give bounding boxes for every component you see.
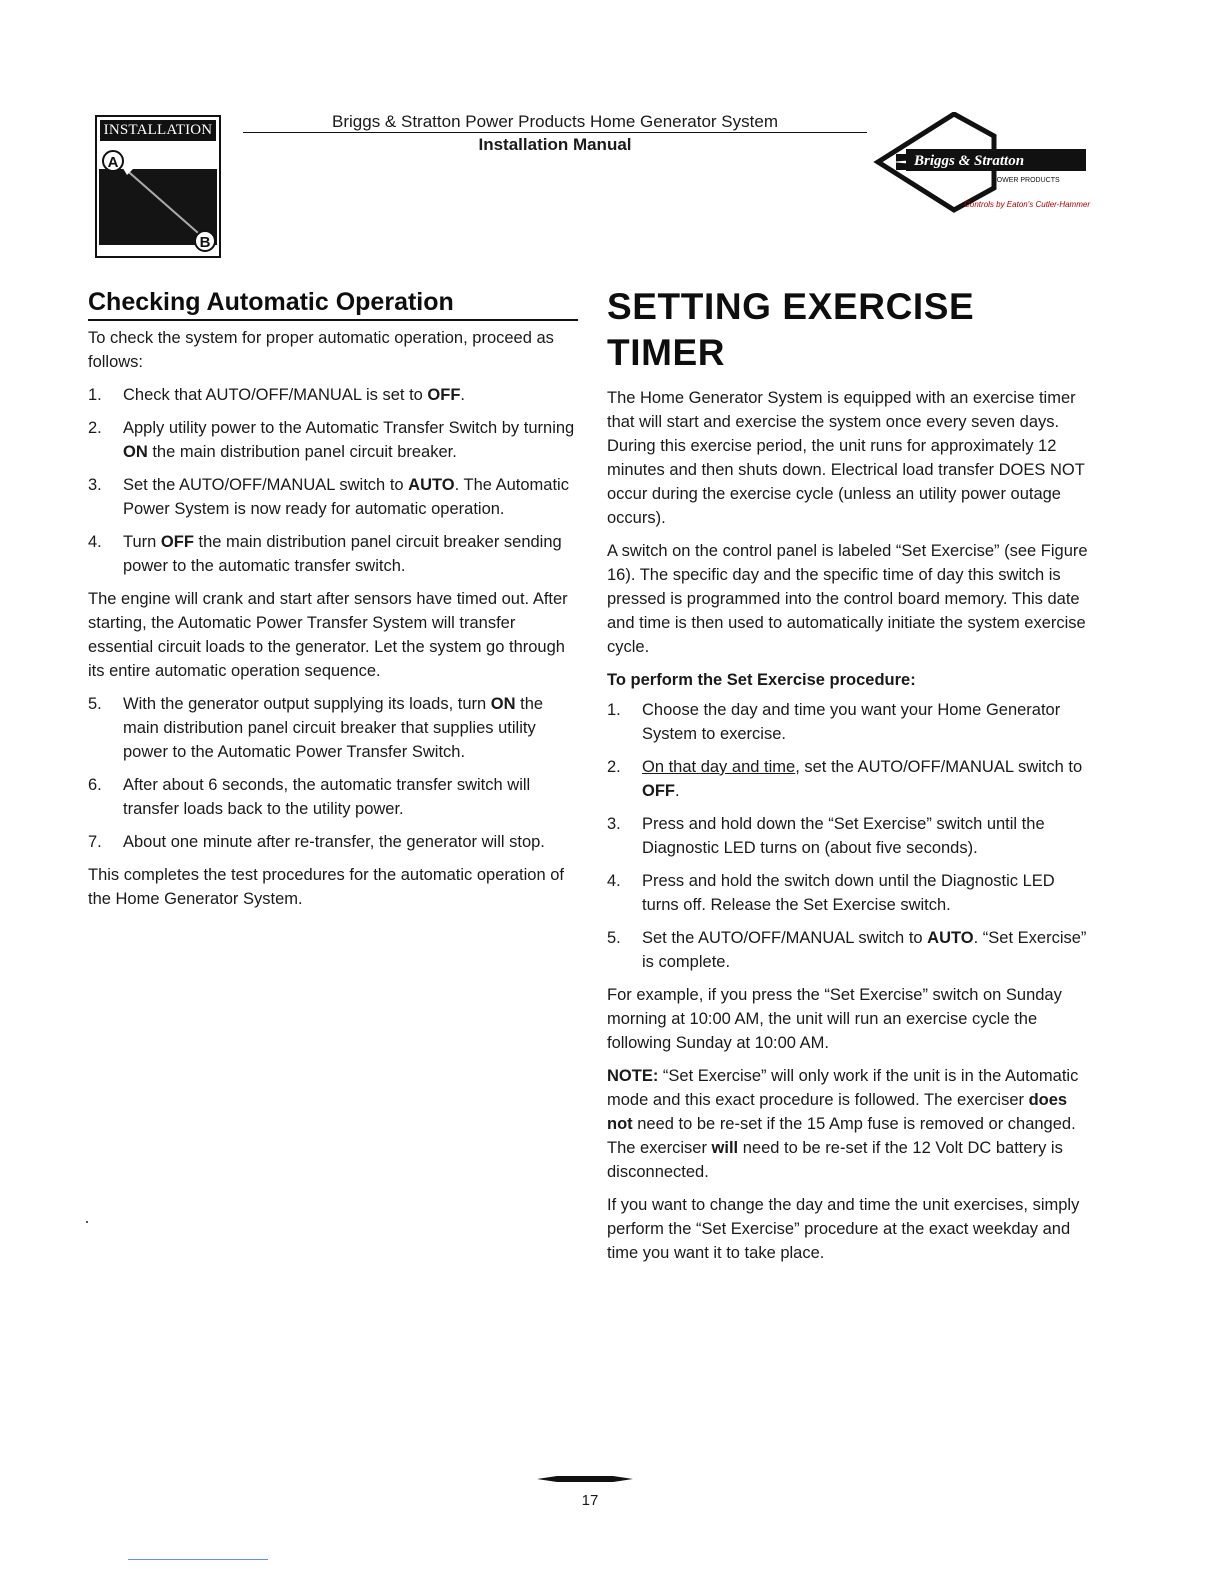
exercise-intro-paragraph: The Home Generator System is equipped with an exercise timer that will start and exercise the system once every seven days. During this exercise period, the unit runs for approximately 12 minutes and then shuts down. Electrical load transfer DOES NOT occur during the exercise cycle (unless an utility power outage occurs). — [607, 389, 1085, 527]
note-paragraph — [607, 1064, 1095, 1184]
list-item — [88, 773, 578, 821]
step-number: 5. — [607, 929, 621, 947]
list-item — [607, 926, 1095, 974]
step-text-end: . — [460, 386, 466, 404]
step-bold: ON — [490, 695, 516, 713]
step-text-end: . — [675, 782, 680, 800]
step-number: 2. — [607, 758, 621, 776]
document-title: Briggs & Stratton Power Products Home Generator System — [332, 112, 778, 131]
list-item — [88, 692, 578, 764]
step-text: After about 6 seconds, the automatic transfer switch will transfer loads back to the utility power. — [123, 776, 531, 818]
step-number: 3. — [88, 476, 102, 494]
logo-subtext: Controls by Eaton's Cutler-Hammer — [964, 200, 1090, 209]
page-number: 17 — [581, 1492, 599, 1509]
step-text-end: the main distribution panel circuit breaker sending power to the automatic transfer switch. — [123, 533, 562, 575]
note-bold: will — [711, 1139, 739, 1157]
installation-badge — [95, 115, 221, 258]
logo-tagline: POWER PRODUCTS — [992, 177, 1060, 184]
footer-rule — [128, 1559, 268, 1560]
switch-description-paragraph: A switch on the control panel is labeled “Set Exercise” (see Figure 16). The specific day and the specific time of day this switch is pressed is programmed into the control board memory. This date and time is then used to automatically initiate the system exercise cycle. — [607, 542, 1088, 656]
step-text: About one minute after re-transfer, the generator will stop. — [123, 833, 545, 851]
step-text: Press and hold down the “Set Exercise” switch until the Diagnostic LED turns on (about five seconds). — [642, 815, 1045, 857]
step-number: 2. — [88, 419, 102, 437]
note-bold: does not — [607, 1091, 1068, 1133]
steps-list-a — [88, 383, 578, 578]
step-bold: OFF — [642, 782, 675, 800]
list-item — [607, 755, 1095, 803]
step-text-end: . “Set Exercise” is complete. — [642, 929, 1087, 971]
list-item — [607, 812, 1095, 860]
scan-speck — [86, 1221, 88, 1223]
document-subtitle: Installation Manual — [478, 135, 632, 154]
list-item — [88, 830, 578, 854]
step-number: 4. — [607, 872, 621, 890]
list-item — [88, 530, 578, 578]
steps-list-b — [88, 692, 578, 854]
final-paragraph: If you want to change the day and time the unit exercises, simply perform the “Set Exercise” procedure at the exact weekday and time you want it to take place. — [607, 1196, 1080, 1262]
logo-text: Briggs & Stratton — [914, 153, 1025, 169]
step-text: , set the AUTO/OFF/MANUAL switch to — [795, 758, 1083, 776]
right-column — [607, 284, 1095, 1274]
step-number: 1. — [607, 701, 621, 719]
left-column — [88, 286, 578, 920]
note-text: “Set Exercise” will only work if the unit is in the Automatic mode and this exact procedure is followed. The exerciser — [607, 1067, 1079, 1109]
list-item — [88, 473, 578, 521]
point-b-label: B — [199, 234, 211, 251]
note-label: NOTE: — [607, 1067, 659, 1085]
step-number: 7. — [88, 833, 102, 851]
step-text-end: . The Automatic Power System is now ready for automatic operation. — [123, 476, 569, 518]
step-bold: AUTO — [927, 929, 974, 947]
step-bold: OFF — [160, 533, 194, 551]
step-text: Press and hold the switch down until the Diagnostic LED turns off. Release the Set Exercise switch. — [642, 872, 1055, 914]
step-text: Set the AUTO/OFF/MANUAL switch to — [642, 929, 928, 947]
step-text: Set the AUTO/OFF/MANUAL switch to — [123, 476, 409, 494]
step-text: Choose the day and time you want your Home Generator System to exercise. — [642, 701, 1061, 743]
exercise-steps-list — [607, 698, 1095, 974]
step-text-end: the main distribution panel circuit breaker. — [147, 443, 457, 461]
step-number: 3. — [607, 815, 621, 833]
step-text-end: the main distribution panel circuit breaker that supplies utility power to the Automatic Power Transfer Switch. — [123, 695, 544, 761]
note-text: need to be re-set if the 15 Amp fuse is removed or changed. The exerciser — [607, 1115, 1076, 1157]
middle-paragraph: The engine will crank and start after sensors have timed out. After starting, the Automatic Power Transfer System will transfer essential circuit loads to the generator. Let the system go through its entire automatic operation sequence. — [88, 590, 568, 680]
intro-paragraph: To check the system for proper automatic operation, proceed as follows: — [88, 329, 554, 371]
list-item — [607, 698, 1095, 746]
step-text: Check that AUTO/OFF/MANUAL is set to — [123, 386, 428, 404]
step-bold: AUTO — [408, 476, 455, 494]
badge-label: INSTALLATION — [100, 120, 216, 141]
step-bold: OFF — [427, 386, 461, 404]
step-text: Turn — [123, 533, 161, 551]
step-number: 4. — [88, 533, 102, 551]
closing-paragraph: This completes the test procedures for the automatic operation of the Home Generator System. — [88, 866, 565, 908]
note-text: need to be re-set if the 12 Volt DC battery is disconnected. — [607, 1139, 1063, 1181]
example-paragraph: For example, if you press the “Set Exercise” switch on Sunday morning at 10:00 AM, the unit will run an exercise cycle the following Sunday at 10:00 AM. — [607, 986, 1062, 1052]
step-number: 6. — [88, 776, 102, 794]
header-rule — [243, 132, 867, 133]
section-heading-automatic-operation: Checking Automatic Operation — [88, 286, 578, 321]
step-text: With the generator output supplying its loads, turn — [123, 695, 491, 713]
list-item — [88, 383, 578, 407]
section-heading-exercise-timer: SETTING EXERCISE TIMER — [607, 286, 975, 373]
procedure-subheading: To perform the Set Exercise procedure: — [607, 671, 916, 689]
step-underlined: On that day and time — [642, 758, 796, 776]
step-bold: ON — [123, 443, 148, 461]
point-a-label: A — [107, 154, 119, 171]
step-number: 1. — [88, 386, 102, 404]
page-mark-icon — [537, 1472, 633, 1486]
step-number: 5. — [88, 695, 102, 713]
list-item — [88, 416, 578, 464]
list-item — [607, 869, 1095, 917]
step-text: Apply utility power to the Automatic Transfer Switch by turning — [123, 419, 575, 437]
